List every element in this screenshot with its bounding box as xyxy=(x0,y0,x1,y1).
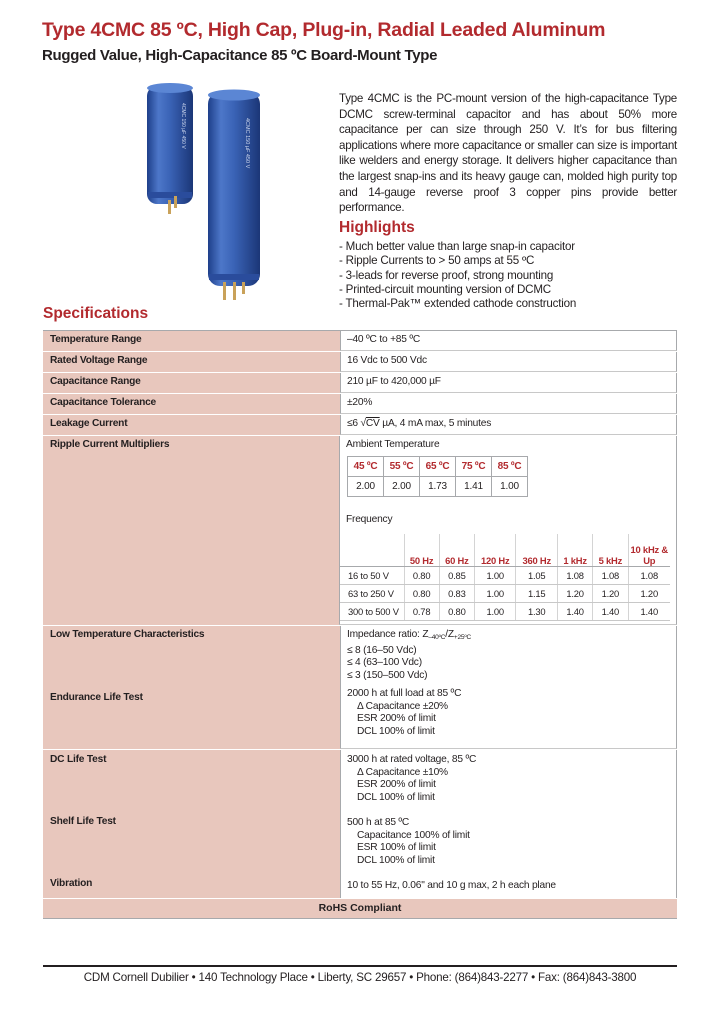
spec-row-voltage xyxy=(43,352,677,373)
spec-value xyxy=(340,626,677,749)
spec-label: Temperature Range xyxy=(43,331,340,351)
highlight-item: - Much better value than large snap-in capacitor xyxy=(339,240,575,253)
spec-value xyxy=(340,415,677,435)
table-cell: 1.20 xyxy=(593,584,628,602)
table-cell: 0.80 xyxy=(404,566,439,584)
spec-label-group xyxy=(43,626,340,749)
table-cell: 1.20 xyxy=(628,584,670,602)
table-header-cell: 85 ºC xyxy=(492,457,528,477)
table-cell: 1.40 xyxy=(593,602,628,620)
table-header-cell: 120 Hz xyxy=(475,534,516,566)
spec-line: 3000 h at rated voltage, 85 ºC xyxy=(347,754,477,765)
spec-line: Δ Capacitance ±20% xyxy=(357,700,448,712)
table-header-cell: 55 ºC xyxy=(384,457,420,477)
table-cell: 1.05 xyxy=(516,566,557,584)
table-cell: 1.40 xyxy=(628,602,670,620)
spec-row-tolerance xyxy=(43,394,677,415)
spec-label: Rated Voltage Range xyxy=(43,352,340,372)
spec-label: DC Life Test xyxy=(50,754,107,765)
footer-divider xyxy=(43,965,677,967)
leakage-prefix: ≤6 √ xyxy=(347,418,366,429)
table-cell: 1.08 xyxy=(628,566,670,584)
table-header-cell: 1 kHz xyxy=(557,534,592,566)
table-cell: 1.08 xyxy=(557,566,592,584)
specifications-table xyxy=(43,330,677,919)
capacitor-can-front xyxy=(208,90,260,301)
frequency-table xyxy=(340,534,670,621)
spec-label: Leakage Current xyxy=(43,415,340,435)
table-cell: 1.20 xyxy=(557,584,592,602)
can-label-back: 4CMC 150 µF 450 V xyxy=(180,103,186,149)
ambient-temperature-table xyxy=(347,456,528,497)
spec-row-lowtemp-endurance xyxy=(43,626,677,750)
highlight-item: - Ripple Currents to > 50 amps at 55 ºC xyxy=(339,254,535,268)
spec-line: Δ Capacitance ±10% xyxy=(357,766,448,778)
spec-line: DCL 100% of limit xyxy=(357,854,435,866)
spec-label: Capacitance Range xyxy=(43,373,340,393)
leakage-cv: CV xyxy=(365,418,380,429)
table-header-cell: 45 ºC xyxy=(348,457,384,477)
table-cell: 2.00 xyxy=(384,477,420,497)
can-label-front: 4CMC 150 µF 450 V xyxy=(244,118,250,169)
table-row xyxy=(340,566,670,584)
spec-line: 500 h at 85 ºC xyxy=(347,816,410,828)
intro-paragraph: Type 4CMC is the PC-mount version of the high-capacitance Type DCMC screw-terminal capacitor and has about 50% more capacitance per can size through 250 V. It’s for bus filtering applications where more capacitance or smaller can size is important like welders and energy storage. It delivers higher capacitance than the largest snap-ins and its heavy gauge can, molded high purity top and 14-gauge reverse proof 3 copper pins provide better performance. xyxy=(339,92,677,215)
table-cell: 1.00 xyxy=(475,602,516,620)
capacitor-can-back xyxy=(147,83,193,214)
spec-label: Capacitance Tolerance xyxy=(43,394,340,414)
table-cell: 1.41 xyxy=(456,477,492,497)
table-row xyxy=(340,602,670,620)
spec-label: Vibration xyxy=(50,878,93,889)
spec-line: DCL 100% of limit xyxy=(357,725,435,737)
table-header-cell: 60 Hz xyxy=(439,534,474,566)
frequency-title: Frequency xyxy=(346,514,393,525)
spec-row-ripple xyxy=(43,436,677,626)
table-cell: 1.00 xyxy=(475,566,516,584)
spec-label-group xyxy=(43,750,340,898)
table-cell: 0.85 xyxy=(439,566,474,584)
table-cell: 2.00 xyxy=(348,477,384,497)
table-cell: 0.80 xyxy=(404,584,439,602)
spec-value xyxy=(339,436,677,625)
table-header-cell: 360 Hz xyxy=(516,534,557,566)
spec-row-dclife-shelf-vibration xyxy=(43,750,677,899)
table-cell: 1.00 xyxy=(475,584,516,602)
table-header-cell xyxy=(340,534,404,566)
spec-line: ESR 200% of limit xyxy=(357,779,436,791)
spec-line: ≤ 3 (150–500 Vdc) xyxy=(347,670,428,682)
spec-line: ESR 100% of limit xyxy=(357,842,436,854)
capacitor-photo xyxy=(138,78,278,304)
table-cell: 63 to 250 V xyxy=(340,584,404,602)
table-cell: 1.40 xyxy=(557,602,592,620)
table-cell: 1.15 xyxy=(516,584,557,602)
spec-label: Endurance Life Test xyxy=(50,692,143,703)
table-cell: 1.30 xyxy=(516,602,557,620)
spec-label: Low Temperature Characteristics xyxy=(50,629,205,640)
table-cell: 0.78 xyxy=(404,602,439,620)
table-cell: 16 to 50 V xyxy=(340,566,404,584)
spec-label: Shelf Life Test xyxy=(50,816,116,827)
spec-line: 2000 h at full load at 85 ºC xyxy=(347,687,462,699)
spec-line: DCL 100% of limit xyxy=(357,792,435,804)
footer-contact: CDM Cornell Dubilier • 140 Technology Place • Liberty, SC 29657 • Phone: (864)843-2277 • Fax: (864)843-3800 xyxy=(83,971,637,984)
highlights-heading: Highlights xyxy=(339,219,415,236)
spec-line: 10 to 55 Hz, 0.06" and 10 g max, 2 h each plane xyxy=(347,879,556,891)
spec-row-temperature xyxy=(43,331,677,352)
specifications-heading: Specifications xyxy=(43,305,149,322)
table-header-cell: 50 Hz xyxy=(404,534,439,566)
table-header-cell: 10 kHz & Up xyxy=(628,534,670,566)
spec-row-leakage xyxy=(43,415,677,436)
spec-line: ≤ 4 (63–100 Vdc) xyxy=(347,657,422,669)
impedance-ratio: Impedance ratio: Z–40ºC/Z+25ºC xyxy=(347,629,472,641)
spec-row-capacitance xyxy=(43,373,677,394)
ambient-temperature-title: Ambient Temperature xyxy=(346,439,440,450)
highlights-list xyxy=(339,240,679,311)
spec-line: ≤ 8 (16–50 Vdc) xyxy=(347,644,417,656)
spec-value: 16 Vdc to 500 Vdc xyxy=(340,352,677,372)
table-header-cell: 75 ºC xyxy=(456,457,492,477)
table-header-cell: 65 ºC xyxy=(420,457,456,477)
spec-value: 210 µF to 420,000 µF xyxy=(340,373,677,393)
table-cell: 0.83 xyxy=(439,584,474,602)
table-cell: 0.80 xyxy=(439,602,474,620)
leakage-suffix: µA, 4 mA max, 5 minutes xyxy=(379,418,492,429)
spec-line: Capacitance 100% of limit xyxy=(357,829,470,841)
spec-value xyxy=(340,750,677,898)
highlight-item: - Thermal-Pak™ extended cathode construction xyxy=(339,297,577,311)
rohs-compliant-banner: RoHS Compliant xyxy=(43,899,677,919)
spec-line: ESR 200% of limit xyxy=(357,713,436,725)
table-cell: 1.00 xyxy=(492,477,528,497)
highlight-item: - Printed-circuit mounting version of DCMC xyxy=(339,282,551,296)
highlight-item: - 3-leads for reverse proof, strong mounting xyxy=(339,268,554,282)
table-row xyxy=(340,584,670,602)
page-title: Type 4CMC 85 ºC, High Cap, Plug-in, Radial Leaded Aluminum xyxy=(42,19,606,41)
spec-value: –40 ºC to +85 ºC xyxy=(340,331,677,351)
page-subtitle: Rugged Value, High-Capacitance 85 ºC Board-Mount Type xyxy=(42,47,438,64)
table-cell: 1.73 xyxy=(420,477,456,497)
spec-value: ±20% xyxy=(340,394,677,414)
table-header-cell: 5 kHz xyxy=(593,534,628,566)
table-cell: 300 to 500 V xyxy=(340,602,404,620)
spec-label: Ripple Current Multipliers xyxy=(43,436,339,625)
table-cell: 1.08 xyxy=(593,566,628,584)
